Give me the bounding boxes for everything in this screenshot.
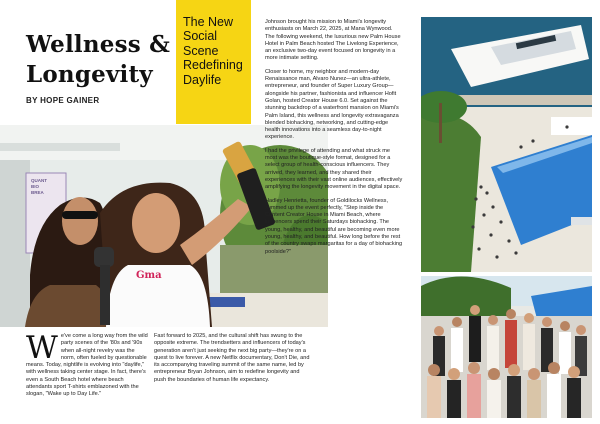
deck-text: The New Social Scene Redefining Daylife (183, 15, 243, 87)
title-line-2: Longevity (26, 61, 153, 88)
col2-text: Fast forward to 2025, and the cultural shift has swung to the opposite extreme. The trendsetters and influencers of today's generation aren't just seeking the next big party—they're on a quest to live forever. A new Netflix documentary, Don't Die, and its accompanying traveling summit of the same name, led by entrepreneur Bryan Johnson, aim to redefine longevity and push the boundaries of human life expectancy. (154, 333, 310, 383)
body-column-2 (154, 333, 312, 384)
col1-text: e've come a long way from the wild party scenes of the '80s and '90s when all-night revelry was the norm, often fueled by questionable means. Today, nightlife is evolving into "daylife," with wellness taking center stage. In fact, there's even a South Beach hotel where beach attendants sport T-shirts emblazoned with the slogan, "Wake up to Day Life." (26, 333, 148, 398)
col3-paragraph: Johnson brought his mission to Miami's longevity enthusiasts on March 22, 2025, at Mana Wynwood. The following weekend, the luxurious new Palm House Hotel in Palm Beach hosted The Livelong Experience, an exclusive two-day event focused on longevity in a more intimate setting. (265, 19, 401, 62)
aerial-photo (421, 17, 592, 272)
col3-paragraph: I had the privilege of attending and what struck me most was the boutique-style format, designed for a select group of health-conscious influencers. They arrived, they learned, and they shared their experiences with their vast online audiences, effectively amplifying the longevity movement in the digital space. (265, 147, 403, 191)
body-column-3 (265, 19, 403, 262)
group-photo (421, 276, 592, 418)
byline: BY HOPE GAINER (26, 96, 100, 105)
body-column-1 (26, 330, 150, 399)
col3-paragraph: Hadley Henrietta, founder of Goldilocks Wellness, summed up the event perfectly, "Step inside the Content Creator House in Miami Beach, where influencers spend their Saturdays biohacking. The young, healthy, and beautiful are becoming even more young, healthy, and beautiful. How long before the rest of the country swaps margaritas for a day of biohacking poolside?" (265, 197, 403, 255)
article-title (26, 30, 176, 90)
photo-signage: QUANT BIO BREA (31, 178, 47, 195)
title-line-1: Wellness & (26, 31, 171, 58)
cap-print: Gma (136, 270, 162, 281)
drop-cap: W (26, 330, 58, 366)
col3-paragraph: Closer to home, my neighbor and modern-day Renaissance man, Alvaro Nunez—an ultra-athlete, entrepreneur, and founder of Super Luxury Group—alongside his partner, fashionista and influencer Hofit Golan, hosted Creator House 6.0. Set against the stunning backdrop of a waterfront mansion on Miami's Palm Island, this wellness and longevity extravaganza blended biohacking, networking, and cutting-edge health innovations into a seamless day-to-night experience. (265, 68, 399, 141)
